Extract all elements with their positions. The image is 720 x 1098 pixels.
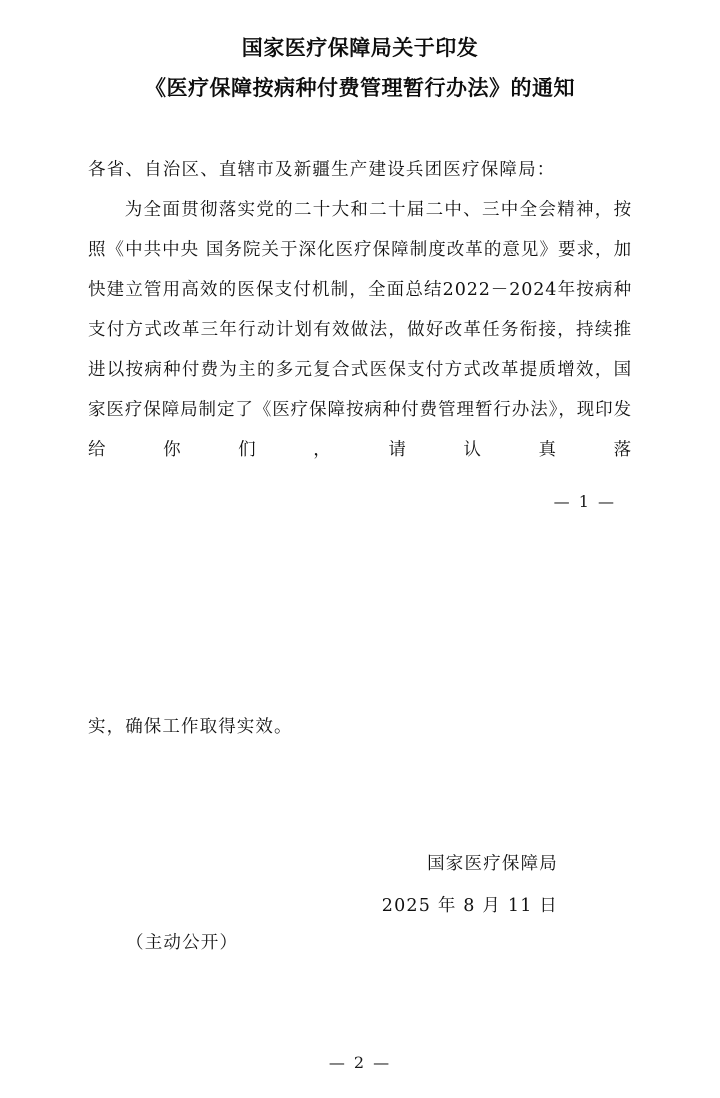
document-body xyxy=(88,150,632,954)
page-number-first: — 1 — xyxy=(553,492,616,511)
signature-organization: 国家医疗保障局 xyxy=(427,854,558,874)
paragraph-one-continued: 实，确保工作取得实效。 xyxy=(88,717,293,737)
disclosure-note: （主动公开） xyxy=(126,933,239,953)
document-page xyxy=(0,28,720,1098)
paragraph-one: 为全面贯彻落实党的二十大和二十届二中、三中全会精神，按照《中共中央 国务院关于深化医疗保障制度改革的意见》要求，加快建立管用高效的医保支付机制，全面总结2022－2024年按病种支付方式改革三年行动计划有效做法，做好改革任务衔接，持续推进以按病种付费为主的多元复合式医保支付方式改革提质增效，国家医疗保障局制定了《医疗保障按病种付费管理暂行办法》，现印发给你们，请认真落 xyxy=(88,200,632,460)
title-line-1: 国家医疗保障局关于印发 xyxy=(241,35,479,60)
page-number-second: — 2 — xyxy=(328,1053,392,1072)
page-break-gap xyxy=(88,511,632,707)
page-title xyxy=(88,28,632,108)
title-line-2: 《医疗保障按病种付费管理暂行办法》的通知 xyxy=(145,75,575,100)
signature-date: 2025 年 8 月 11 日 xyxy=(381,896,558,916)
signature-block xyxy=(88,843,632,927)
salutation-line: 各省、自治区、直辖市及新疆生产建设兵团医疗保障局： xyxy=(88,160,556,180)
